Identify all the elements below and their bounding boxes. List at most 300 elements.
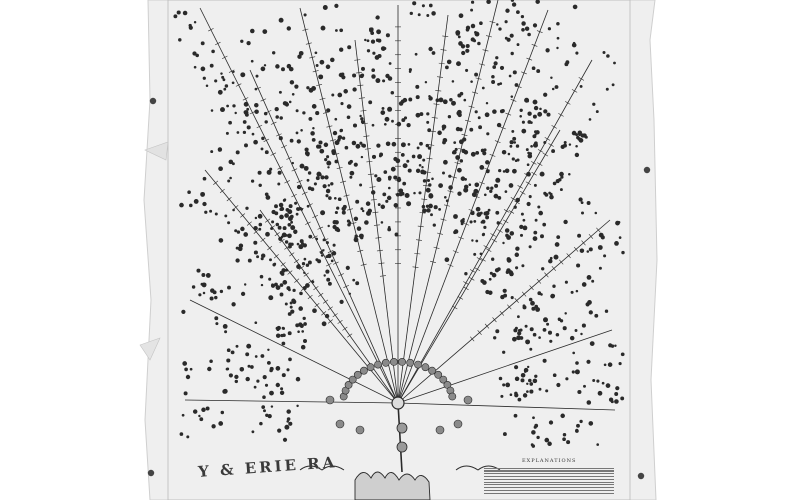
employee-node xyxy=(359,115,361,117)
employee-node xyxy=(563,144,567,148)
employee-node xyxy=(575,369,580,374)
employee-node xyxy=(468,183,471,186)
employee-node xyxy=(326,161,331,166)
employee-node xyxy=(277,183,280,186)
employee-node xyxy=(232,81,235,84)
employee-node xyxy=(445,257,450,262)
employee-node xyxy=(536,69,540,73)
employee-node xyxy=(265,384,268,387)
employee-node xyxy=(611,344,614,347)
employee-node xyxy=(502,383,505,386)
employee-node xyxy=(422,4,425,7)
employee-node xyxy=(203,292,206,295)
employee-node xyxy=(494,61,498,65)
employee-node xyxy=(620,396,624,400)
employee-node xyxy=(606,88,609,91)
employee-node xyxy=(247,125,251,129)
employee-node xyxy=(352,73,356,77)
employee-node xyxy=(298,244,303,249)
employee-node xyxy=(355,281,359,285)
employee-node xyxy=(491,75,495,79)
employee-node xyxy=(578,133,581,136)
employee-node xyxy=(244,283,246,285)
employee-node xyxy=(347,219,350,222)
employee-node xyxy=(214,316,218,320)
employee-node xyxy=(247,365,250,368)
employee-node xyxy=(350,171,355,176)
employee-node xyxy=(446,199,449,202)
employee-node xyxy=(360,117,363,120)
employee-node xyxy=(427,179,430,182)
employee-node xyxy=(513,141,516,144)
employee-node xyxy=(332,251,336,255)
employee-node xyxy=(389,62,392,65)
employee-node xyxy=(286,368,289,371)
employee-node xyxy=(204,211,207,214)
employee-node xyxy=(349,293,351,295)
employee-node xyxy=(333,131,337,135)
employee-node xyxy=(265,150,269,154)
employee-node xyxy=(375,17,378,20)
employee-node xyxy=(502,242,504,244)
employee-node xyxy=(408,143,411,146)
employee-node xyxy=(287,209,292,214)
employee-node xyxy=(532,66,536,70)
employee-node xyxy=(287,417,291,421)
employee-node xyxy=(331,94,334,97)
employee-node xyxy=(272,51,275,54)
employee-node xyxy=(405,193,410,198)
employee-node xyxy=(521,373,526,378)
employee-node xyxy=(495,178,500,183)
division-node xyxy=(367,364,374,371)
employee-node xyxy=(325,270,329,274)
employee-node xyxy=(455,148,458,151)
tack-icon xyxy=(644,167,650,173)
employee-node xyxy=(314,182,317,185)
employee-node xyxy=(182,414,185,417)
employee-node xyxy=(187,190,191,194)
employee-node xyxy=(549,340,552,343)
employee-node xyxy=(352,87,356,91)
employee-node xyxy=(206,407,210,411)
employee-node xyxy=(502,150,507,155)
employee-node xyxy=(232,71,234,73)
employee-node xyxy=(267,349,269,351)
tack-icon xyxy=(638,473,644,479)
employee-node xyxy=(184,368,188,372)
employee-node xyxy=(601,235,605,239)
employee-node xyxy=(261,137,264,140)
employee-node xyxy=(335,227,340,232)
employee-node xyxy=(335,29,338,32)
employee-node xyxy=(434,205,438,209)
employee-node xyxy=(201,408,206,413)
employee-node xyxy=(410,12,413,15)
employee-node xyxy=(210,64,214,68)
employee-node xyxy=(566,440,570,444)
employee-node xyxy=(516,144,519,147)
employee-node xyxy=(296,213,299,216)
division-node xyxy=(399,358,406,365)
employee-node xyxy=(290,80,294,84)
employee-node xyxy=(588,421,593,426)
employee-node xyxy=(296,132,299,135)
employee-node xyxy=(327,225,329,227)
employee-node xyxy=(425,81,427,83)
employee-node xyxy=(279,18,284,23)
employee-node xyxy=(540,172,545,177)
employee-node xyxy=(341,207,345,211)
employee-node xyxy=(378,203,381,206)
employee-node xyxy=(533,23,537,27)
employee-node xyxy=(315,51,318,54)
employee-node xyxy=(528,379,532,383)
employee-node xyxy=(293,230,297,234)
employee-node xyxy=(254,103,258,107)
employee-node xyxy=(333,244,336,247)
employee-node xyxy=(269,258,272,261)
employee-node xyxy=(253,140,258,145)
employee-node xyxy=(510,393,513,396)
employee-node xyxy=(218,166,223,171)
employee-node xyxy=(619,236,622,239)
employee-node xyxy=(525,26,529,30)
employee-node xyxy=(385,200,388,203)
employee-node xyxy=(555,242,560,247)
employee-node xyxy=(272,263,275,266)
employee-node xyxy=(227,180,230,183)
employee-node xyxy=(499,377,503,381)
employee-node xyxy=(312,127,314,129)
employee-node xyxy=(614,344,616,346)
employee-node xyxy=(494,184,498,188)
division-node xyxy=(464,396,472,404)
employee-node xyxy=(463,99,466,102)
employee-node xyxy=(572,43,577,48)
employee-node xyxy=(583,385,586,388)
employee-node xyxy=(386,33,390,37)
employee-node xyxy=(406,160,409,163)
employee-node xyxy=(614,392,618,396)
employee-node xyxy=(606,54,610,58)
employee-node xyxy=(328,196,332,200)
employee-node xyxy=(199,417,203,421)
employee-node xyxy=(570,336,575,341)
employee-node xyxy=(473,253,476,256)
employee-node xyxy=(278,226,282,230)
employee-node xyxy=(298,322,302,326)
employee-node xyxy=(431,178,434,181)
employee-node xyxy=(226,368,229,371)
employee-node xyxy=(596,443,599,446)
employee-node xyxy=(483,226,486,229)
employee-node xyxy=(484,193,487,196)
employee-node xyxy=(300,129,303,132)
employee-node xyxy=(381,46,386,51)
employee-node xyxy=(201,41,205,45)
employee-node xyxy=(560,188,563,191)
employee-node xyxy=(602,382,605,385)
employee-node xyxy=(608,362,613,367)
employee-node xyxy=(254,321,257,324)
employee-node xyxy=(234,229,237,232)
employee-node xyxy=(556,333,560,337)
employee-node xyxy=(539,388,542,391)
employee-node xyxy=(264,120,267,123)
employee-node xyxy=(209,210,212,213)
employee-node xyxy=(279,203,284,208)
employee-node xyxy=(406,123,410,127)
employee-node xyxy=(303,322,307,326)
employee-node xyxy=(304,166,309,171)
employee-node xyxy=(347,223,351,227)
employee-node xyxy=(569,143,571,145)
employee-node xyxy=(267,170,272,175)
employee-node xyxy=(461,176,466,181)
employee-node xyxy=(418,191,421,194)
employee-node xyxy=(364,39,366,41)
employee-node xyxy=(505,228,510,233)
employee-node xyxy=(522,121,525,124)
employee-node xyxy=(370,27,374,31)
employee-node xyxy=(417,154,422,159)
employee-node xyxy=(364,220,369,225)
employee-node xyxy=(283,226,287,230)
employee-node xyxy=(372,52,375,55)
employee-node xyxy=(328,184,331,187)
division-node xyxy=(422,364,429,371)
employee-node xyxy=(527,202,531,206)
employee-node xyxy=(368,100,372,104)
employee-node xyxy=(338,197,342,201)
employee-node xyxy=(527,163,530,166)
employee-node xyxy=(456,111,461,116)
employee-node xyxy=(305,151,308,154)
employee-node xyxy=(515,247,519,251)
employee-node xyxy=(447,60,452,65)
employee-node xyxy=(354,217,358,221)
employee-node xyxy=(232,162,235,165)
employee-node xyxy=(362,144,366,148)
employee-node xyxy=(306,86,309,89)
employee-node xyxy=(595,212,598,215)
employee-node xyxy=(406,201,411,206)
employee-node xyxy=(326,65,331,70)
employee-node xyxy=(552,285,555,288)
employee-node xyxy=(200,192,205,197)
employee-node xyxy=(536,436,539,439)
employee-node xyxy=(210,296,214,300)
employee-node xyxy=(543,317,548,322)
employee-node xyxy=(182,361,187,366)
employee-node xyxy=(534,424,538,428)
employee-node xyxy=(326,241,329,244)
employee-node xyxy=(430,213,433,216)
employee-node xyxy=(543,192,546,195)
employee-node xyxy=(322,249,324,251)
employee-node xyxy=(221,411,224,414)
employee-node xyxy=(206,273,211,278)
employee-node xyxy=(580,333,582,335)
employee-node xyxy=(396,122,401,127)
employee-node xyxy=(533,143,538,148)
employee-node xyxy=(261,147,264,150)
employee-node xyxy=(557,37,560,40)
employee-node xyxy=(271,220,274,223)
employee-node xyxy=(537,112,542,117)
employee-node xyxy=(510,231,515,236)
employee-node xyxy=(581,212,584,215)
employee-node xyxy=(418,13,421,16)
employee-node xyxy=(288,331,292,335)
employee-node xyxy=(258,228,261,231)
employee-node xyxy=(206,84,209,87)
employee-node xyxy=(334,197,337,200)
employee-node xyxy=(546,323,549,326)
employee-node xyxy=(564,62,568,66)
employee-node xyxy=(256,255,259,258)
employee-node xyxy=(495,211,499,215)
employee-node xyxy=(576,136,579,139)
employee-node xyxy=(343,89,348,94)
employee-node xyxy=(361,74,365,78)
employee-node xyxy=(348,161,352,165)
employee-node xyxy=(299,207,302,210)
employee-node xyxy=(408,98,412,102)
employee-node xyxy=(382,192,386,196)
employee-node xyxy=(480,279,484,283)
employee-node xyxy=(533,236,538,241)
employee-node xyxy=(505,20,508,23)
employee-node xyxy=(426,112,429,115)
employee-node xyxy=(326,278,330,282)
employee-node xyxy=(470,80,473,83)
employee-node xyxy=(240,40,243,43)
employee-node xyxy=(579,420,582,423)
employee-node xyxy=(448,115,451,118)
employee-node xyxy=(443,160,448,165)
employee-node xyxy=(423,179,427,183)
employee-node xyxy=(519,329,522,332)
employee-node xyxy=(439,97,444,102)
employee-node xyxy=(609,398,613,402)
employee-node xyxy=(254,250,258,254)
employee-node xyxy=(223,88,226,91)
employee-node xyxy=(183,11,188,16)
employee-node xyxy=(315,111,319,115)
employee-node xyxy=(280,391,284,395)
employee-node xyxy=(495,268,499,272)
employee-node xyxy=(453,214,458,219)
employee-node xyxy=(575,52,578,55)
employee-node xyxy=(408,169,412,173)
employee-node xyxy=(215,322,218,325)
employee-node xyxy=(421,166,423,168)
employee-node xyxy=(267,361,271,365)
employee-node xyxy=(253,241,257,245)
employee-node xyxy=(591,280,594,283)
employee-node xyxy=(520,109,523,112)
employee-node xyxy=(485,211,489,215)
employee-node xyxy=(326,189,330,193)
employee-node xyxy=(486,169,490,173)
division-node xyxy=(407,359,414,366)
employee-node xyxy=(303,339,307,343)
employee-node xyxy=(352,141,357,146)
employee-node xyxy=(289,204,293,208)
employee-node xyxy=(475,110,478,113)
employee-node xyxy=(444,196,447,199)
employee-node xyxy=(580,85,583,88)
employee-node xyxy=(198,293,201,296)
employee-node xyxy=(382,107,385,110)
employee-node xyxy=(576,263,580,267)
employee-node xyxy=(532,134,536,138)
employee-node xyxy=(359,142,362,145)
employee-node xyxy=(280,293,284,297)
employee-node xyxy=(556,47,558,49)
employee-node xyxy=(545,48,549,52)
employee-node xyxy=(290,215,294,219)
employee-node xyxy=(422,159,425,162)
employee-node xyxy=(290,225,295,230)
employee-node xyxy=(259,223,263,227)
employee-node xyxy=(452,80,455,83)
employee-node xyxy=(297,185,301,189)
division-node xyxy=(360,367,367,374)
employee-node xyxy=(276,383,280,387)
employee-node xyxy=(471,239,473,241)
employee-node xyxy=(296,109,299,112)
employee-node xyxy=(589,310,593,314)
employee-node xyxy=(359,184,362,187)
employee-node xyxy=(262,29,267,34)
employee-node xyxy=(527,33,531,37)
employee-node xyxy=(299,292,303,296)
employee-node xyxy=(320,175,324,179)
employee-node xyxy=(571,291,574,294)
employee-node xyxy=(284,213,289,218)
employee-node xyxy=(512,337,517,342)
employee-node xyxy=(383,170,387,174)
employee-node xyxy=(497,123,501,127)
employee-node xyxy=(540,234,544,238)
employee-node xyxy=(275,115,279,119)
employee-node xyxy=(587,400,592,405)
employee-node xyxy=(388,178,391,181)
employee-node xyxy=(214,79,217,82)
employee-node xyxy=(263,409,266,412)
employee-node xyxy=(524,371,526,373)
division-node xyxy=(414,361,421,368)
employee-node xyxy=(271,210,275,214)
employee-node xyxy=(347,104,352,109)
employee-node xyxy=(342,137,345,140)
employee-node xyxy=(291,299,295,303)
employee-node xyxy=(572,370,575,373)
employee-node xyxy=(492,109,497,114)
employee-node xyxy=(526,172,531,177)
employee-node xyxy=(271,405,273,407)
employee-node xyxy=(483,148,486,151)
employee-node xyxy=(189,204,193,208)
employee-node xyxy=(520,234,523,237)
employee-node xyxy=(220,290,223,293)
employee-node xyxy=(543,109,547,113)
employee-node xyxy=(547,442,552,447)
employee-node xyxy=(223,324,228,329)
